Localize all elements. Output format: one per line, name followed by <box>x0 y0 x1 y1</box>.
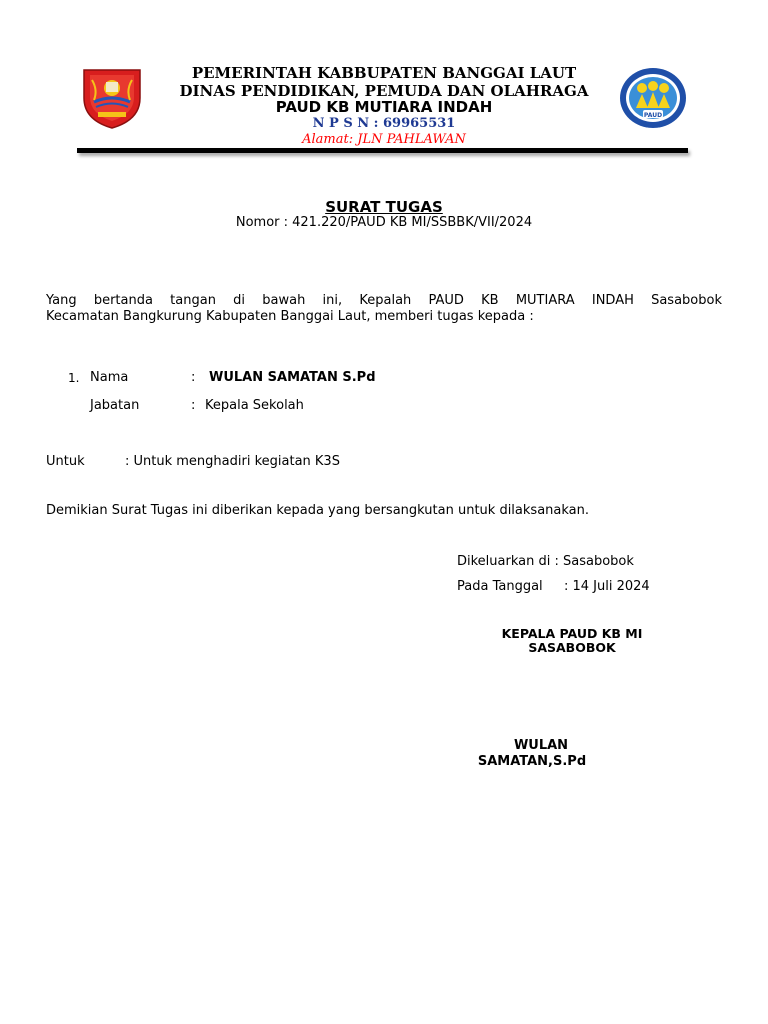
letter-title: SURAT TUGAS <box>325 198 443 216</box>
jabatan-label: Jabatan <box>90 398 140 413</box>
untuk-value: : Untuk menghadiri kegiatan K3S <box>125 454 340 469</box>
signature-title-line1: KEPALA PAUD KB MI <box>501 626 643 641</box>
nama-separator: : <box>191 370 196 385</box>
nama-label: Nama <box>90 370 129 385</box>
issued-date-label: Pada Tanggal <box>457 579 543 594</box>
kop-npsn: N P S N : 69965531 <box>312 116 456 131</box>
issued-place: Dikeluarkan di : Sasabobok <box>457 554 634 569</box>
issued-date-value: : 14 Juli 2024 <box>564 579 650 594</box>
signature-title-line2: SASABOBOK <box>528 640 616 655</box>
intro-paragraph-line1: Yang bertanda tangan di bawah ini, Kepalah PAUD KB MUTIARA INDAH Sasabobok <box>46 293 722 308</box>
signatory-name-line2: SAMATAN,S.Pd <box>477 754 587 769</box>
paud-logo-text: PAUD <box>643 112 663 119</box>
letter-number: Nomor : 421.220/PAUD KB MI/SSBBK/VII/2024 <box>235 215 533 230</box>
kop-address: Alamat: JLN PAHLAWAN <box>302 132 466 147</box>
signatory-name-line1: WULAN <box>513 738 569 753</box>
closing-statement: Demikian Surat Tugas ini diberikan kepada yang bersangkutan untuk dilaksanakan. <box>46 503 589 518</box>
paud-emblem-logo <box>618 66 688 130</box>
nama-value: WULAN SAMATAN S.Pd <box>209 370 376 385</box>
kop-school-name: PAUD KB MUTIARA INDAH <box>275 98 493 116</box>
jabatan-value: Kepala Sekolah <box>205 398 304 413</box>
intro-paragraph-line2: Kecamatan Bangkurung Kabupaten Banggai Laut, memberi tugas kepada : <box>46 309 534 324</box>
jabatan-separator: : <box>191 398 196 413</box>
list-number: 1. <box>68 371 80 385</box>
untuk-label: Untuk <box>46 454 85 469</box>
kop-department-line: DINAS PENDIDIKAN, PEMUDA DAN OLAHRAGA <box>179 82 589 100</box>
kop-government-line: PEMERINTAH KABBUPATEN BANGGAI LAUT <box>191 64 577 82</box>
regency-emblem-logo <box>78 64 146 130</box>
letterhead-divider <box>77 148 688 153</box>
